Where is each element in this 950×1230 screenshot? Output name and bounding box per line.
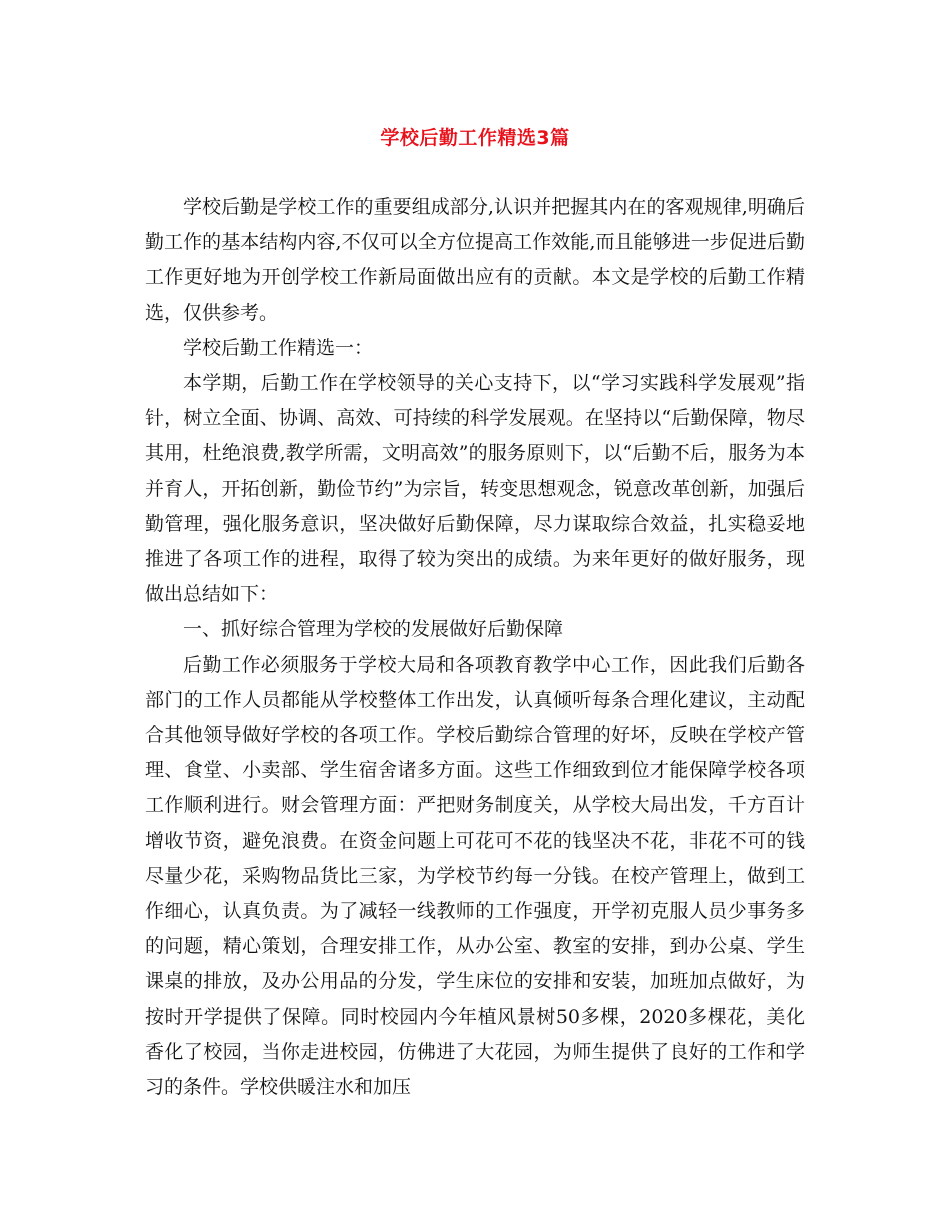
subheading-comprehensive-management: 一、抓好综合管理为学校的发展做好后勤保障	[183, 618, 564, 641]
document-title: 学校后勤工作精选3篇	[380, 127, 570, 149]
intro-paragraph: 学校后勤是学校工作的重要组成部分,认识并把握其内在的客观规律,明确后勤工作的基本结构内容,不仅可以全方位提高工作效能,而且能够进一步促进后勤工作更好地为开创学校工作新局面做出应有的贡献。本文是学校的后勤工作精选，仅供参考。	[145, 196, 805, 324]
management-paragraph: 后勤工作必须服务于学校大局和各项教育教学中心工作，因此我们后勤各部门的工作人员都能从学校整体工作出发，认真倾听每条合理化建议，主动配合其他领导做好学校的各项工作。学校后勤综合管理的好坏，反映在学校产管理、食堂、小卖部、学生宿舍诸多方面。这些工作细致到位才能保障学校各项工作顺利进行。财会管理方面：严把财务制度关，从学校大局出发，千方百计增收节资，避免浪费。在资金问题上可花可不花的钱坚决不花，非花不可的钱尽量少花，采购物品货比三家，为学校节约每一分钱。在校产管理上，做到工作细心，认真负责。为了减轻一线教师的工作强度，开学初克服人员少事务多的问题，精心策划，合理安排工作，从办公室、教室的安排，到办公桌、学生课桌的排放，及办公用品的分发，学生床位的安排和安装，加班加点做好，为按时开学提供了保障。同时校园内今年植风景树50多棵，2020多棵花，美化香化了校园，当你走进校园，仿佛进了大花园，为师生提供了良好的工作和学习的条件。学校供暖注水和加压	[145, 653, 805, 1099]
section-heading-one: 学校后勤工作精选一：	[183, 336, 374, 359]
summary-paragraph: 本学期，后勤工作在学校领导的关心支持下，以“学习实践科学发展观”指针，树立全面、协调、高效、可持续的科学发展观。在坚持以“后勤保障，物尽其用，杜绝浪费,教学所需，文明高效”的服务原则下，以“后勤不后，服务为本并育人，开拓创新，勤俭节约”为宗旨，转变思想观念，锐意改革创新，加强后勤管理，强化服务意识，坚决做好后勤保障，尽力谋取综合效益，扎实稳妥地推进了各项工作的进程，取得了较为突出的成绩。为来年更好的做好服务，现做出总结如下：	[145, 372, 805, 606]
document-body	[145, 190, 805, 1105]
